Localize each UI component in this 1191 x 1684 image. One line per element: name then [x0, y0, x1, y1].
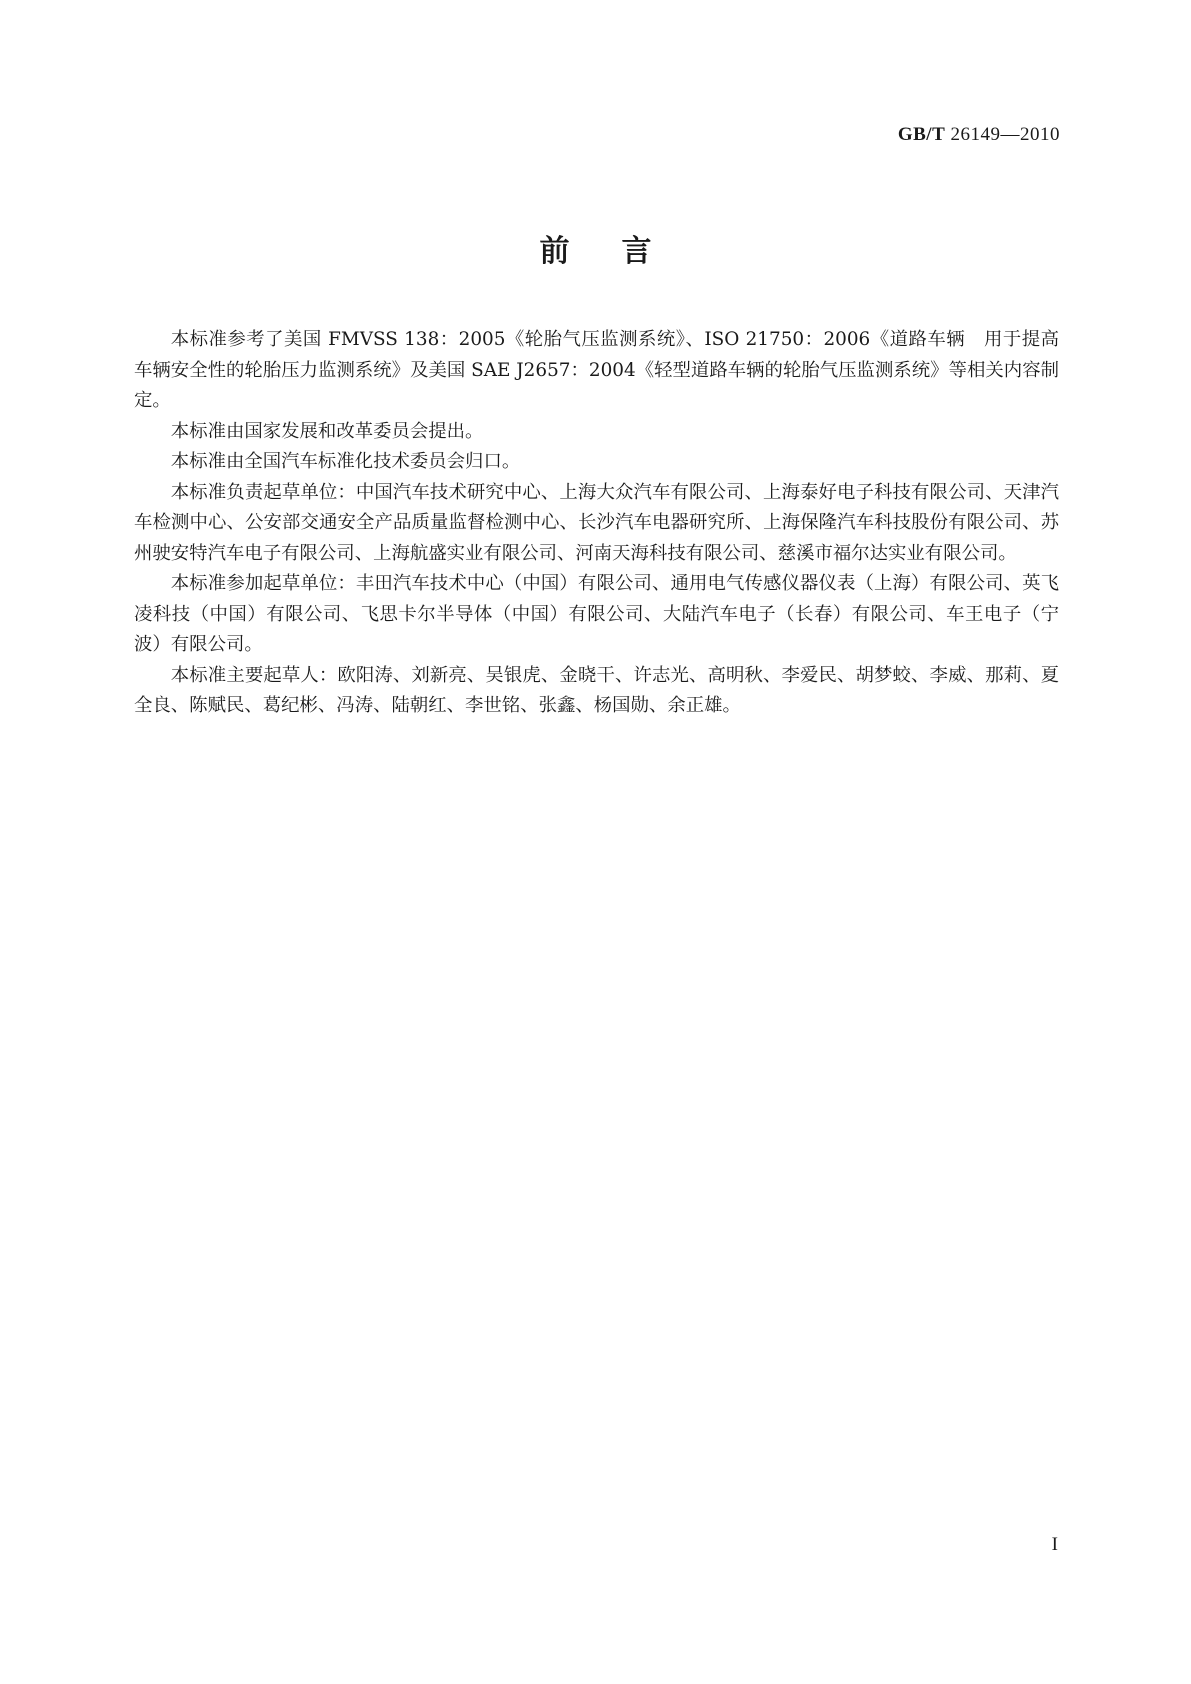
standard-code	[898, 124, 1060, 146]
foreword-heading: 前言	[539, 234, 704, 269]
paragraph-main-drafters: 本标准主要起草人：欧阳涛、刘新亮、吴银虎、金晓干、许志光、高明秋、李爱民、胡梦蛟、李威、那莉、夏全良、陈赋民、葛纪彬、冯涛、陆朝红、李世铭、张鑫、杨国勋、余正雄。	[134, 664, 1059, 716]
standard-code-number: 26149—2010	[950, 124, 1060, 145]
page-number: I	[1051, 1534, 1058, 1555]
paragraph-participating-drafters: 本标准参加起草单位：丰田汽车技术中心（中国）有限公司、通用电气传感仪器仪表（上海）有限公司、英飞凌科技（中国）有限公司、飞思卡尔半导体（中国）有限公司、大陆汽车电子（长春）有限公司、车王电子（宁波）有限公司。	[134, 573, 1059, 655]
paragraph-lead-drafters: 本标准负责起草单位：中国汽车技术研究中心、上海大众汽车有限公司、上海泰好电子科技有限公司、天津汽车检测中心、公安部交通安全产品质量监督检测中心、长沙汽车电器研究所、上海保隆汽车科技股份有限公司、苏州驶安特汽车电子有限公司、上海航盛实业有限公司、河南天海科技有限公司、慈溪市福尔达实业有限公司。	[134, 481, 1059, 564]
foreword-body	[134, 325, 1059, 722]
standard-code-prefix: GB/T	[897, 124, 946, 145]
paragraph-centralized-by: 本标准由全国汽车标准化技术委员会归口。	[170, 451, 521, 472]
paragraph-proposed-by: 本标准由国家发展和改革委员会提出。	[170, 420, 484, 442]
paragraph-references: 本标准参考了美国 FMVSS 138：2005《轮胎气压监测系统》、ISO 21750：2006《道路车辆 用于提高车辆安全性的轮胎压力监测系统》及美国 SAE J2657：2004《轻型道路车辆的轮胎气压监测系统》等相关内容制定。	[134, 329, 1059, 411]
